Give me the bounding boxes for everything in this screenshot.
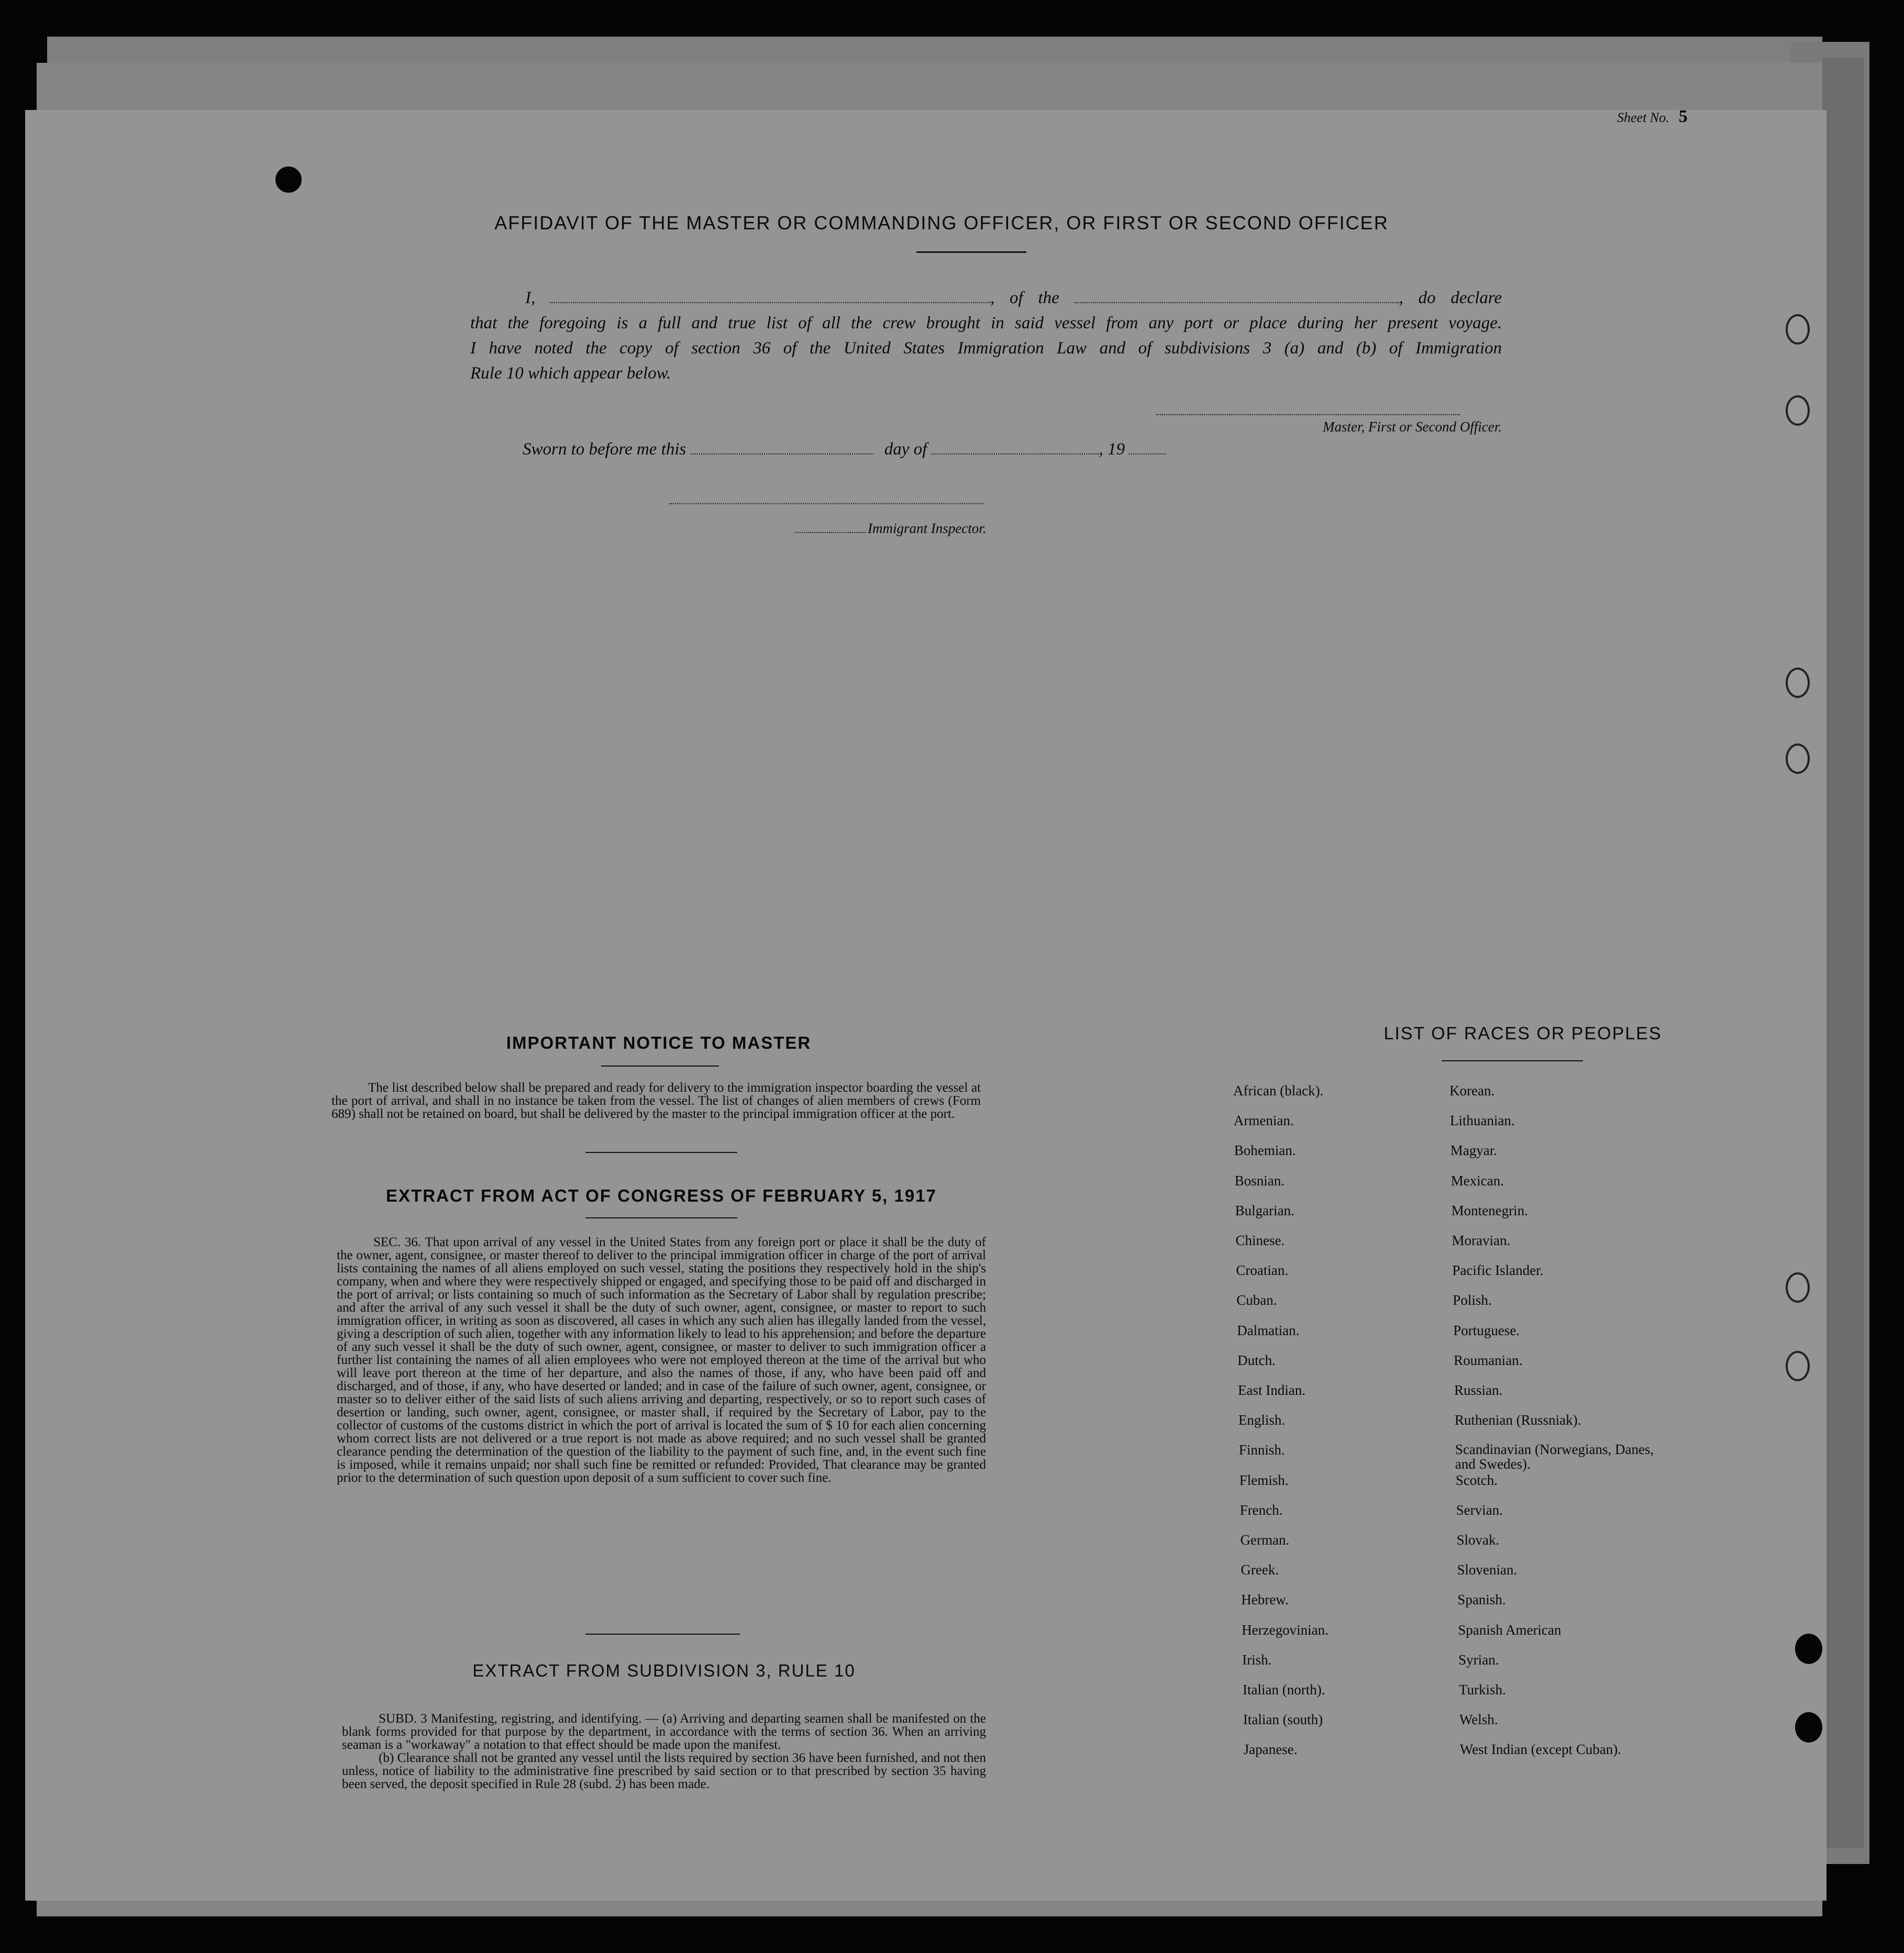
punch-hole xyxy=(1786,1272,1810,1303)
race-item: Russian. xyxy=(1454,1382,1503,1398)
race-item: Bohemian. xyxy=(1234,1142,1296,1159)
race-item: Italian (north). xyxy=(1243,1682,1325,1697)
punch-hole xyxy=(1786,668,1810,698)
race-item: Finnish. xyxy=(1238,1442,1285,1458)
race-item: Moravian. xyxy=(1452,1233,1511,1248)
race-item: Spanish American xyxy=(1458,1622,1562,1638)
race-item: English. xyxy=(1238,1412,1286,1428)
act-divider xyxy=(585,1634,740,1635)
affidavit-declare: , do declare xyxy=(1399,288,1502,307)
race-item: Korean. xyxy=(1449,1083,1495,1098)
race-item: Italian (south) xyxy=(1243,1712,1323,1728)
punch-hole xyxy=(1786,395,1810,426)
affidavit-title: AFFIDAVIT OF THE MASTER OR COMMANDING OFFICER, OR FIRST OR SECOND OFFICER xyxy=(494,212,1389,234)
punch-hole xyxy=(1786,314,1810,345)
race-item: German. xyxy=(1240,1532,1290,1548)
race-item: Japanese. xyxy=(1243,1741,1298,1758)
race-item: Dalmatian. xyxy=(1237,1322,1300,1338)
sworn-line xyxy=(523,440,1166,459)
sheet-number-label: Sheet No. xyxy=(1617,110,1669,125)
title-rule xyxy=(916,251,1026,253)
race-item: French. xyxy=(1239,1502,1283,1518)
race-item: Bosnian. xyxy=(1234,1172,1285,1189)
race-item: Servian. xyxy=(1456,1502,1503,1518)
punch-hole xyxy=(275,167,302,193)
race-item: Herzegovinian. xyxy=(1242,1622,1329,1638)
race-item: Pacific Islander. xyxy=(1452,1262,1544,1279)
race-item: Bulgarian. xyxy=(1235,1202,1294,1218)
vessel-field[interactable] xyxy=(1075,288,1399,303)
race-item: Mexican. xyxy=(1451,1172,1504,1189)
act-title: EXTRACT FROM ACT OF CONGRESS OF FEBRUARY 5, 1917 xyxy=(386,1186,937,1205)
race-item: Montenegrin. xyxy=(1451,1202,1528,1218)
rule-title: EXTRACT FROM SUBDIVISION 3, RULE 10 xyxy=(472,1661,856,1680)
act-text xyxy=(337,1236,986,1484)
act-paragraph: SEC. 36. That upon arrival of any vessel in the United States from any foreign port or place it shall be the duty of the owner, agent, consignee, or master thereof to deliver to the principal immigration officer in charge of the port of arrival lists containing the names of all aliens employed on such vessel, stating the positions they respectively hold in the ship's company, when and where they were respectively shipped or engaged, and specifying those to be paid off and discharged in the port of arrival; or lists containing so much of such information as the Secretary of Labor shall by regulation prescribe; and after the arrival of any such vessel it shall be the duty of such owner, agent, consignee, or master to report to such immigration officer, in writing as soon as discovered, all cases in which any such alien has illegally landed from the vessel, giving a description of such alien, together with any information likely to lead to his apprehension; and before the departure of any such vessel it shall be the duty of such owner, agent, consignee, or master to deliver to such immigration officer a further list containing the names of all alien employees who were not employed thereon at the time of the arrival but who will leave port thereon at the time of her departure, and also the names of those, if any, who have been paid off and discharged, and of those, if any, who have deserted or landed; and in case of the failure of such owner, agent, consignee, or master so to deliver either of the said lists of such aliens arriving and departing, respectively, or so to report such cases of desertion or landing, such owner, agent, consignee, or master shall, if required by the Secretary of Labor, pay to the collector of customs of the customs district in which the port of arrival is located the sum of $ 10 for each alien concerning whom correct lists are not delivered or a true report is not made as above required; and no such vessel shall be granted clearance pending the determination of the question of the liability to the payment of such fine, and, in the event such fine is imposed, while it remains unpaid; nor shall such fine be remitted or refunded: Provided, That clearance may be granted prior to the determination of such question upon deposit of a sum sufficient to cover such fine. xyxy=(337,1235,986,1485)
race-item: Chinese. xyxy=(1235,1233,1285,1248)
race-item: Slovenian. xyxy=(1457,1562,1518,1578)
race-item: Spanish. xyxy=(1457,1592,1506,1608)
affidavit-line-2: that the foregoing is a full and true list of all the crew brought in said vessel from any port or place during her present voyage. xyxy=(470,314,1502,332)
race-item: Syrian. xyxy=(1458,1651,1499,1668)
sworn-month-field[interactable] xyxy=(932,440,1099,454)
notice-rule xyxy=(601,1066,719,1067)
name-field[interactable] xyxy=(550,288,990,303)
race-item: Turkish. xyxy=(1459,1682,1506,1697)
master-caption: Master, First or Second Officer. xyxy=(1323,419,1502,435)
affidavit-line-3: I have noted the copy of section 36 of the United States Immigration Law and of subdivisions 3 (a) and (b) of Immigration xyxy=(470,339,1502,358)
race-item: Greek. xyxy=(1241,1562,1279,1578)
year-text: , 19 xyxy=(1099,440,1125,459)
sheet-number xyxy=(1617,107,1688,127)
race-item: Hebrew. xyxy=(1241,1592,1289,1608)
race-item: Lithuanian. xyxy=(1449,1113,1515,1129)
punch-hole xyxy=(1786,744,1810,774)
race-item: West Indian (except Cuban). xyxy=(1459,1741,1622,1758)
sworn-text: Sworn to before me this xyxy=(523,440,687,459)
races-title: LIST OF RACES OR PEOPLES xyxy=(1383,1024,1662,1044)
inspector-line xyxy=(795,518,986,537)
race-item: Roumanian. xyxy=(1454,1352,1523,1368)
affidavit-of-the: , of the xyxy=(990,288,1059,307)
race-item: Scandinavian (Norwegians, Danes, and Swedes). xyxy=(1455,1441,1654,1472)
affidavit-line-1 xyxy=(470,285,1502,310)
race-item: Armenian. xyxy=(1233,1113,1294,1129)
day-of-text: day of xyxy=(884,440,927,459)
inspector-signature-field[interactable] xyxy=(669,490,983,504)
race-item: Ruthenian (Russniak). xyxy=(1454,1412,1581,1428)
affidavit-body xyxy=(470,285,1502,386)
race-item: Scotch. xyxy=(1455,1472,1498,1488)
race-item: Croatian. xyxy=(1236,1262,1289,1279)
punch-hole xyxy=(1786,1351,1810,1381)
race-item: Cuban. xyxy=(1236,1292,1277,1308)
race-item: Dutch. xyxy=(1237,1352,1276,1368)
sworn-year-field[interactable] xyxy=(1129,440,1166,454)
punch-hole xyxy=(1795,1634,1822,1664)
race-item: Magyar. xyxy=(1450,1142,1498,1159)
underlying-sheet-edge xyxy=(1822,58,1864,1848)
race-item: Polish. xyxy=(1453,1292,1492,1308)
notice-divider xyxy=(585,1152,737,1153)
race-item: Slovak. xyxy=(1456,1532,1500,1548)
notice-paragraph: The list described below shall be prepared and ready for delivery to the immigration inspector boarding the vessel at the port of arrival, and shall in no instance be taken from the vessel. The list of changes of alien members of crews (Form 689) shall not be retained on board, but shall be delivered by the master to the principal immigration officer at the port. xyxy=(331,1081,981,1121)
rule-paragraph-a: SUBD. 3 Manifesting, registring, and identifying. — (a) Arriving and departing seamen shall be manifested on the blank forms provided for that purpose by the department, in accordance with the terms of section 36. When an arriving seaman is a "workaway" a notation to that effect should be made upon the manifest. xyxy=(342,1712,986,1752)
race-item: Irish. xyxy=(1242,1651,1272,1668)
form-sheet xyxy=(25,107,1826,1901)
inspector-dots xyxy=(795,518,866,533)
races-rule xyxy=(1442,1060,1583,1061)
sheet-number-value: 5 xyxy=(1678,107,1688,126)
race-item: Portuguese. xyxy=(1453,1322,1520,1338)
race-item: African (black). xyxy=(1233,1083,1324,1098)
inspector-caption: Immigrant Inspector. xyxy=(868,520,987,536)
notice-text xyxy=(331,1081,981,1120)
race-item: East Indian. xyxy=(1238,1382,1305,1398)
sworn-day-field[interactable] xyxy=(691,440,874,454)
notice-title: IMPORTANT NOTICE TO MASTER xyxy=(506,1033,812,1052)
act-rule xyxy=(585,1217,737,1218)
affidavit-i: I, xyxy=(525,288,536,307)
punch-hole xyxy=(1795,1712,1822,1743)
race-item: Flemish. xyxy=(1239,1472,1289,1488)
rule-paragraph-b: (b) Clearance shall not be granted any vessel until the lists required by section 36 have been furnished, and not then unless, notice of liability to the administrative fine prescribed by said section or to that prescribed by section 35 having been served, the deposit specified in Rule 28 (subd. 2) has been made. xyxy=(342,1751,986,1791)
race-item: Welsh. xyxy=(1459,1712,1498,1728)
affidavit-line-4: Rule 10 which appear below. xyxy=(470,364,671,383)
rule-text xyxy=(342,1712,986,1791)
master-signature-field[interactable] xyxy=(1156,401,1460,415)
